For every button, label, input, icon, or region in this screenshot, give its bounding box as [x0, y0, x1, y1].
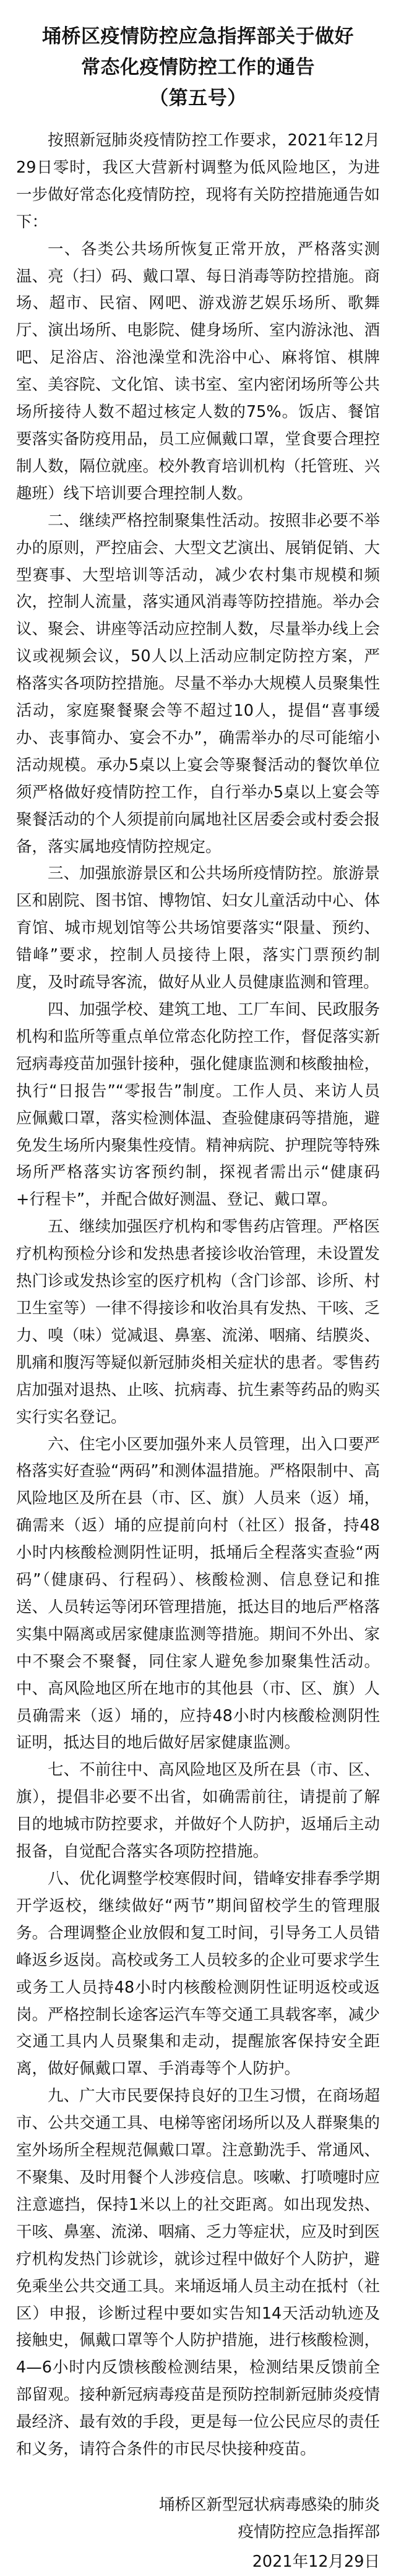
notice-body [16, 127, 380, 2463]
paragraph-item-9: 九、广大市民要保持良好的卫生习惯，在商场超市、公共交通工具、电梯等密闭场所以及人群聚集的室外场所全程规范佩戴口罩。注意勤洗手、常通风、不聚集、及时用餐个人涉疫信息。咳嗽、打喷嚏时应注意遮挡，保持1米以上的社交距离。如出现发热、干咳、鼻塞、流涕、咽痛、乏力等症状，应及时到医疗机构发热门诊就诊，就诊过程中做好个人防护，避免乘坐公共交通工具。来埇返埇人员主动在抵村（社区）申报，诊断过程中要如实告知14天活动轨迹及接触史，佩戴口罩等个人防护措施，进行核酸检测，4—6小时内反馈核酸检测结果，检测结果反馈前全部留观。接种新冠病毒疫苗是预防控制新冠肺炎疫情最经济、最有效的手段，更是每一位公民应尽的责任和义务，请符合条件的市民尽快接种疫苗。 [16, 2087, 380, 2459]
issuer-line-1: 埇桥区新型冠状病毒感染的肺炎 [158, 2495, 380, 2514]
notice-title [16, 21, 380, 114]
issue-date: 2021年12月29日 [252, 2552, 380, 2571]
paragraph-item-7: 七、不前往中、高风险地区及所在县（市、区、旗），提倡非必要不出省，如确需前往，请提前了解目的地城市防控要求，并做好个人防护，返埇后主动报备，自觉配合落实各项防控措施。 [16, 1761, 380, 1861]
signature-block [16, 2492, 380, 2576]
title-line-3: （第五号） [149, 87, 247, 109]
paragraph-item-2: 二、继续严格控制聚集性活动。按照非必要不举办的原则，严控庙会、大型文艺演出、展销促销、大型赛事、大型培训等活动，减少农村集市规模和频次，控制人流量，落实通风消毒等防控措施。举办会议、聚会、讲座等活动应控制人数，尽量举办线上会议或视频会议，50人以上活动应制定防控方案，严格落实各项防控措施。尽量不举办大规模人员聚集性活动，家庭聚餐聚会等不超过10人，提倡“喜事缓办、丧事简办、宴会不办”，确需举办的尽可能缩小活动规模。承办5桌以上宴会等聚餐活动的餐饮单位须严格做好疫情防控工作，自行举办5桌以上宴会等聚餐活动的个人须提前向属地社区居委会或村委会报备，落实属地疫情防控规定。 [16, 511, 380, 856]
paragraph-item-8: 八、优化调整学校寒假时间，错峰安排春季学期开学返校，继续做好“两节”期间留校学生的管理服务。合理调整企业放假和复工时间，引导务工人员错峰返乡返岗。高校或务工人员较多的企业可要求学生或务工人员持48小时内核酸检测阴性证明返校或返岗。严格控制长途客运汽车等交通工具载客率，减少交通工具内人员聚集和走动，提醒旅客保持安全距离，做好佩戴口罩、手消毒等个人防护。 [16, 1870, 380, 2079]
paragraph-item-6: 六、住宅小区要加强外来人员管理，出入口要严格落实好查验“两码”和测体温措施。严格限制中、高风险地区及所在县（市、区、旗）人员来（返）埇，确需来（返）埇的应提前向村（社区）报备，持48小时内核酸检测阴性证明，抵埇后全程落实查验“两码”（健康码、行程码）、核酸检测、信息登记和推送、人员转运等闭环管理措施，抵达目的地后严格落实集中隔离或居家健康监测等措施。期间不外出、家中不聚会不聚餐，同住家人避免参加聚集性活动。中、高风险地区所在地市的其他县（市、区、旗）人员确需来（返）埇的，应持48小时内核酸检测阴性证明，抵达目的地后做好居家健康监测。 [16, 1435, 380, 1753]
title-line-2: 常态化疫情防控工作的通告 [81, 56, 315, 79]
paragraph-item-1: 一、各类公共场所恢复正常开放，严格落实测温、亮（扫）码、戴口罩、每日消毒等防控措施。商场、超市、民宿、网吧、游戏游艺娱乐场所、歌舞厅、演出场所、电影院、健身场所、室内游泳池、酒吧、足浴店、浴池澡堂和洗浴中心、麻将馆、棋牌室、美容院、文化馆、读书室、室内密闭场所等公共场所接待人数不超过核定人数的75%。饭店、餐馆要落实备防疫用品，员工应佩戴口罩，堂食要合理控制人数，隔位就座。校外教育培训机构（托管班、兴趣班）线下培训要合理控制人数。 [16, 239, 380, 503]
title-line-1: 埇桥区疫情防控应急指挥部关于做好 [42, 25, 354, 48]
paragraph-item-3: 三、加强旅游景区和公共场所疫情防控。旅游景区和剧院、图书馆、博物馆、妇女儿童活动中心、体育馆、城市规划馆等公共场馆要落实“限量、预约、错峰”要求，控制人员接待上限，落实门票预约制度，及时疏导客流，做好从业人员健康监测和管理。 [16, 864, 380, 992]
paragraph-item-4: 四、加强学校、建筑工地、工厂车间、民政服务机构和监所等重点单位常态化防控工作，督促落实新冠病毒疫苗加强针接种，强化健康监测和核酸抽检，执行“日报告”“零报告”制度。工作人员、来访人员应佩戴口罩，落实检测体温、查验健康码等措施，避免发生场所内聚集性疫情。精神病院、护理院等特殊场所严格落实访客预约制，探视者需出示“健康码+行程卡”，并配合做好测温、登记、戴口罩。 [16, 1000, 380, 1209]
paragraph-intro: 按照新冠肺炎疫情防控工作要求，2021年12月29日零时，我区大营新村调整为低风险地区，为进一步做好常态化疫情防控，现将有关防控措施通告如下： [16, 131, 380, 231]
issuer-line-2: 疫情防控应急指挥部 [238, 2522, 380, 2541]
paragraph-item-5: 五、继续加强医疗机构和零售药店管理。严格医疗机构预检分诊和发热患者接诊收治管理，未设置发热门诊或发热诊室的医疗机构（含门诊部、诊所、村卫生室等）一律不得接诊和收治具有发热、干咳、乏力、嗅（味）觉减退、鼻塞、流涕、咽痛、结膜炎、肌痛和腹泻等疑似新冠肺炎相关症状的患者。零售药店加强对退热、止咳、抗病毒、抗生素等药品的购买实行实名登记。 [16, 1217, 380, 1427]
